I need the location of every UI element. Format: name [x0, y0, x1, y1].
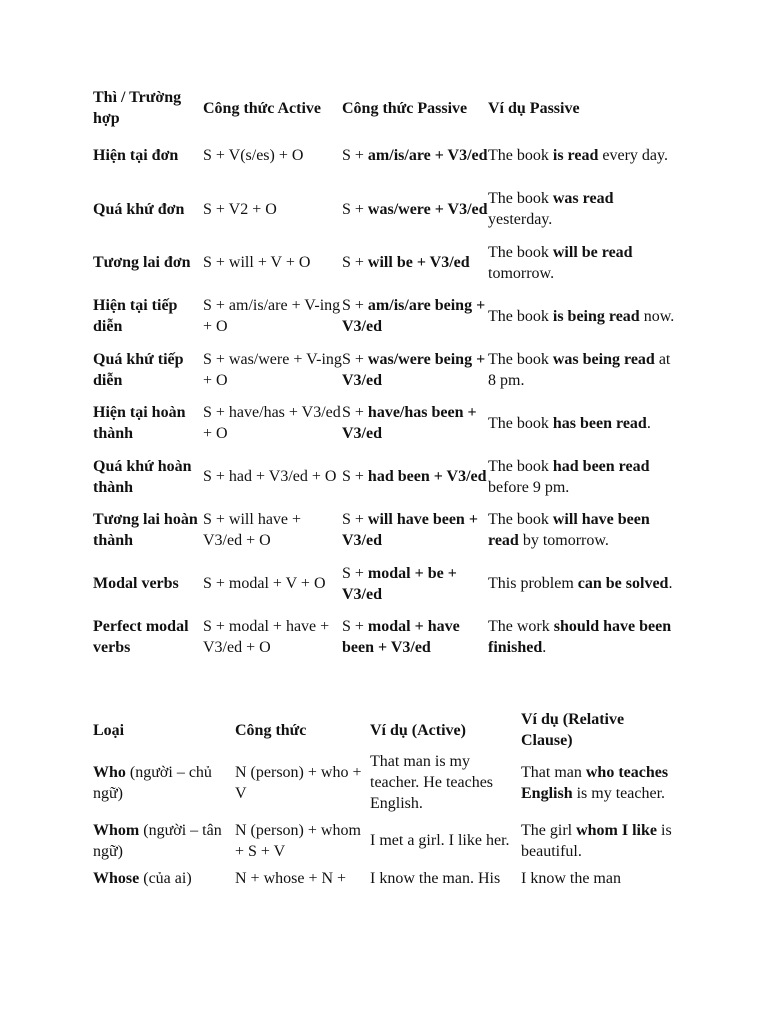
active-example-cell: I met a girl. I like her. [370, 832, 510, 850]
passive-example-cell [488, 611, 675, 665]
table-row [93, 290, 675, 344]
header-cell: Công thức Active [203, 99, 322, 117]
passive-example-cell [488, 450, 675, 504]
active-formula-cell: S + V2 + O [203, 200, 277, 218]
bold-text: has been read [552, 414, 647, 432]
passive-example-cell [488, 236, 675, 290]
active-formula-cell: S + had + V3/ed + O [203, 468, 337, 486]
bold-text: was/were being + V3/ed [342, 350, 486, 389]
text-run: is beautiful. [521, 821, 672, 860]
text-run: S + [342, 618, 368, 636]
text-run: That man [521, 763, 586, 781]
text-run: The book [488, 147, 553, 165]
pronoun-type-cell [93, 868, 235, 922]
table-row [93, 183, 675, 237]
header-cell: Ví dụ (Active) [370, 721, 466, 739]
active-formula-cell: S + will have + V3/ed + O [203, 511, 302, 550]
text-run: I know the man [521, 869, 621, 887]
passive-formula-cell [342, 450, 488, 504]
passive-tense-table [93, 87, 675, 664]
bold-text: had been read [552, 457, 650, 475]
bold-text: modal + be + V3/ed [342, 564, 457, 603]
text-run: . [668, 575, 673, 593]
header-cell: Ví dụ (Relative Clause) [521, 711, 625, 749]
passive-formula-cell [342, 557, 488, 611]
text-run: yesterday. [488, 211, 553, 229]
bold-text: Who [93, 763, 126, 781]
text-run: S + [342, 200, 368, 218]
bold-text: will be + V3/ed [367, 254, 470, 272]
active-formula-cell: S + modal + have + V3/ed + O [203, 618, 330, 657]
text-run: every day. [598, 147, 668, 165]
passive-example-cell [488, 183, 675, 237]
active-formula-cell: S + am/is/are + V-ing + O [203, 297, 341, 336]
text-run: (của ai) [139, 869, 192, 887]
active-formula-cell: S + was/were + V-ing + O [203, 350, 342, 389]
formula-cell: N (person) + who + V [235, 763, 362, 802]
relative-clause-table [93, 709, 673, 921]
passive-formula-cell [342, 397, 488, 451]
text-run: The book [488, 350, 553, 368]
header-cell: Loại [93, 721, 125, 739]
passive-formula-cell [342, 290, 488, 344]
header-cell: Công thức Passive [342, 99, 468, 117]
tense-name-cell: Hiện tại hoàn thành [93, 404, 186, 443]
text-run: tomorrow. [488, 264, 555, 282]
bold-text: have/has been + V3/ed [342, 404, 477, 443]
passive-formula-cell [342, 183, 488, 237]
text-run: The girl [521, 821, 577, 839]
text-run: is my teacher. [572, 784, 666, 802]
active-example-cell: That man is my teacher. He teaches English. [370, 753, 494, 812]
formula-cell: N (person) + whom + S + V [235, 821, 361, 860]
table-row [93, 611, 675, 665]
active-formula-cell: S + have/has + V3/ed + O [203, 404, 341, 443]
bold-text: should have been finished [488, 618, 672, 657]
text-run: S + [342, 468, 368, 486]
text-run: (người – tân ngữ) [93, 821, 222, 860]
text-run: The book [488, 243, 553, 261]
table-row [93, 397, 675, 451]
bold-text: will have been read [488, 511, 650, 550]
table-row [93, 450, 675, 504]
text-run: S + [342, 350, 368, 368]
table-row [93, 557, 675, 611]
tense-name-cell: Modal verbs [93, 575, 179, 593]
relative-example-cell [521, 751, 673, 814]
active-formula-cell: S + will + V + O [203, 254, 311, 272]
text-run: at 8 pm. [488, 350, 671, 389]
text-run: S + [342, 147, 368, 165]
text-run: The book [488, 457, 553, 475]
table-header-row [93, 87, 675, 129]
text-run: The work [488, 618, 554, 636]
text-run: . [646, 414, 651, 432]
tense-name-cell: Tương lai đơn [93, 254, 191, 272]
header-cell: Thì / Trường hợp [93, 89, 182, 127]
passive-example-cell [488, 290, 675, 344]
passive-example-cell [488, 504, 675, 558]
table-row [93, 868, 673, 922]
passive-formula-cell [342, 236, 488, 290]
bold-text: who teaches English [521, 763, 669, 802]
tense-name-cell: Quá khứ tiếp diễn [93, 350, 184, 389]
relative-example-cell [521, 868, 673, 922]
bold-text: am/is/are being + V3/ed [342, 297, 486, 336]
pronoun-type-cell [93, 814, 235, 868]
tense-name-cell: Quá khứ hoàn thành [93, 457, 192, 496]
pronoun-type-cell [93, 751, 235, 814]
table-row [93, 814, 673, 868]
text-run: This problem [488, 575, 578, 593]
tense-name-cell: Quá khứ đơn [93, 200, 185, 218]
bold-text: was/were + V3/ed [367, 200, 488, 218]
active-example-cell: I know the man. His [370, 869, 501, 887]
text-run: The book [488, 414, 553, 432]
bold-text: had been + V3/ed [367, 468, 487, 486]
passive-formula-cell [342, 129, 488, 183]
bold-text: Whom [93, 821, 140, 839]
active-formula-cell: S + V(s/es) + O [203, 147, 304, 165]
text-run: The book [488, 511, 553, 529]
tense-name-cell: Hiện tại đơn [93, 147, 179, 165]
passive-example-cell [488, 343, 675, 397]
passive-example-cell [488, 129, 675, 183]
text-run: by tomorrow. [518, 532, 609, 550]
text-run: . [542, 639, 547, 657]
passive-formula-cell [342, 343, 488, 397]
bold-text: Whose [93, 869, 140, 887]
tense-name-cell: Tương lai hoàn thành [93, 511, 198, 550]
text-run: before 9 pm. [488, 478, 570, 496]
bold-text: was being read [552, 350, 655, 368]
text-run: S + [342, 297, 368, 315]
bold-text: whom I like [576, 821, 657, 839]
text-run: now. [639, 307, 675, 325]
header-cell: Công thức [235, 721, 307, 739]
bold-text: modal + have been + V3/ed [342, 618, 460, 657]
header-cell: Ví dụ Passive [488, 99, 580, 117]
passive-example-cell [488, 557, 675, 611]
table-row [93, 504, 675, 558]
formula-cell: N + whose + N + [235, 869, 347, 887]
text-run: The book [488, 307, 553, 325]
passive-example-cell [488, 397, 675, 451]
bold-text: is being read [552, 307, 640, 325]
table-row [93, 129, 675, 183]
bold-text: am/is/are + V3/ed [367, 147, 488, 165]
bold-text: will be read [552, 243, 633, 261]
text-run: S + [342, 511, 368, 529]
text-run: S + [342, 564, 368, 582]
text-run: (người – chủ ngữ) [93, 763, 212, 802]
text-run: The book [488, 190, 553, 208]
table-row [93, 236, 675, 290]
text-run: S + [342, 404, 368, 422]
table-row [93, 751, 673, 814]
bold-text: will have been + V3/ed [342, 511, 478, 550]
table-header-row [93, 709, 673, 751]
tense-name-cell: Hiện tại tiếp diễn [93, 297, 178, 336]
passive-formula-cell [342, 611, 488, 665]
table-row [93, 343, 675, 397]
relative-example-cell [521, 814, 673, 868]
text-run: S + [342, 254, 368, 272]
bold-text: was read [552, 190, 614, 208]
passive-formula-cell [342, 504, 488, 558]
bold-text: can be solved [577, 575, 669, 593]
active-formula-cell: S + modal + V + O [203, 575, 326, 593]
bold-text: is read [552, 147, 599, 165]
tense-name-cell: Perfect modal verbs [93, 618, 189, 657]
